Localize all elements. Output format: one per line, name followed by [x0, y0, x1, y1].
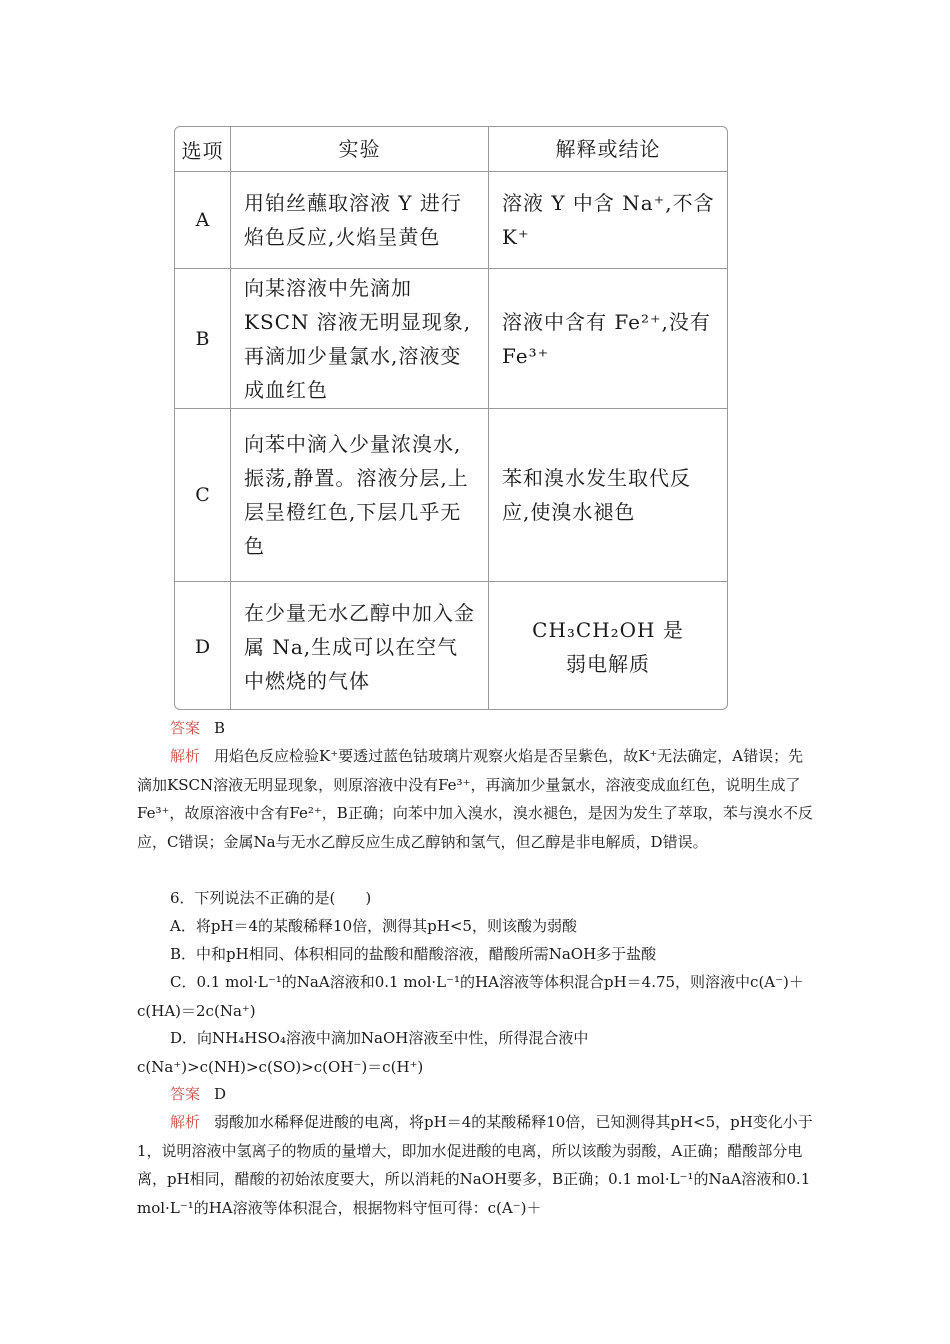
conclusion-cell: CH₃CH₂OH 是弱电解质 — [532, 617, 684, 676]
conclusion-cell: 溶液 Y 中含 Na⁺,不含 K⁺ — [502, 191, 715, 249]
option-cell: B — [175, 269, 231, 408]
answer-value: B — [214, 719, 226, 737]
option-cell: A — [175, 172, 231, 268]
experiment-cell: 向某溶液中先滴加 KSCN 溶液无明显现象,再滴加少量氯水,溶液变成血红色 — [231, 269, 489, 408]
experiment-cell: 向苯中滴入少量浓溴水,振荡,静置。溶液分层,上层呈橙红色,下层几乎无色 — [231, 409, 489, 581]
table-row — [175, 408, 727, 581]
table-row — [175, 581, 727, 710]
q6-analysis — [137, 1108, 817, 1222]
answer-label: 答案 — [170, 1085, 201, 1103]
table-row — [175, 268, 727, 408]
q6-option-a: A．将pH＝4的某酸稀释10倍，测得其pH<5，则该酸为弱酸 — [170, 917, 577, 935]
experiment-cell: 用铂丝蘸取溶液 Y 进行焰色反应,火焰呈黄色 — [231, 172, 489, 268]
conclusion-cell: 溶液中含有 Fe²⁺,没有 Fe³⁺ — [502, 309, 711, 368]
table-header-row — [175, 127, 727, 171]
analysis-label: 解析 — [170, 1113, 201, 1131]
q6-option-c: C．0.1 mol·L⁻¹的NaA溶液和0.1 mol·L⁻¹的HA溶液等体积混合pH＝4.75，则溶液中c(A⁻)＋c(HA)＝2c(Na⁺) — [137, 973, 804, 1020]
option-cell: D — [175, 582, 231, 710]
q6-stem: 6．下列说法不正确的是( ) — [170, 889, 372, 907]
conclusion-cell: 苯和溴水发生取代反应,使溴水褪色 — [502, 466, 691, 524]
answer-value: D — [214, 1085, 227, 1103]
header-experiment: 实验 — [231, 127, 489, 171]
analysis-label: 解析 — [170, 747, 201, 765]
q6-option-b: B．中和pH相同、体积相同的盐酸和醋酸溶液，醋酸所需NaOH多于盐酸 — [170, 945, 657, 963]
analysis-text: 用焰色反应检验K⁺要透过蓝色钴玻璃片观察火焰是否呈紫色，故K⁺无法确定，A错误；先滴加KSCN溶液无明显现象，则原溶液中没有Fe³⁺，再滴加少量氯水，溶液变成血红色，说明生成了Fe³⁺，故原溶液中含有Fe²⁺，B正确；向苯中加入溴水，溴水褪色，是因为发生了萃取，苯与溴水不反应，C错误；金属Na与无水乙醇反应生成乙醇钠和氢气，但乙醇是非电解质，D错误。 — [137, 747, 813, 851]
q5-answer — [137, 714, 817, 743]
answer-label: 答案 — [170, 719, 201, 737]
table-row — [175, 171, 727, 268]
experiment-cell: 在少量无水乙醇中加入金属 Na,生成可以在空气中燃烧的气体 — [231, 582, 489, 710]
header-option: 选项 — [175, 127, 231, 171]
header-conclusion: 解释或结论 — [555, 137, 661, 161]
q6-option-d: D．向NH₄HSO₄溶液中滴加NaOH溶液至中性，所得混合液中c(Na⁺)>c(NH)>c(SO)>c(OH⁻)＝c(H⁺) — [137, 1029, 589, 1076]
q5-analysis — [137, 742, 817, 856]
option-cell: C — [175, 409, 231, 581]
experiment-table — [174, 126, 728, 710]
q6-answer — [137, 1080, 817, 1109]
analysis-text: 弱酸加水稀释促进酸的电离，将pH＝4的某酸稀释10倍，已知测得其pH<5，pH变化小于1，说明溶液中氢离子的物质的量增大，即加水促进酸的电离，所以该酸为弱酸，A正确；醋酸部分电离，pH相同，醋酸的初始浓度要大，所以消耗的NaOH要多，B正确；0.1 mol·L⁻¹的NaA溶液和0.1 mol·L⁻¹的HA溶液等体积混合，根据物料守恒可得：c(A⁻)＋ — [137, 1113, 813, 1217]
